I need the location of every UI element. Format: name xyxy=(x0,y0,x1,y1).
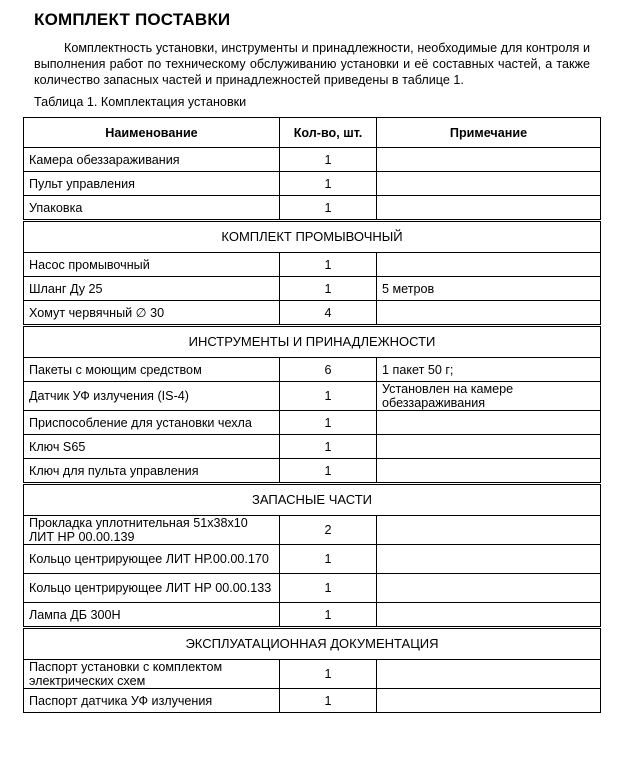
table-row xyxy=(24,148,601,172)
item-name: Датчик УФ излучения (IS-4) xyxy=(24,382,280,411)
section-row xyxy=(24,628,601,660)
item-note xyxy=(377,660,601,689)
item-name: Кольцо центрирующее ЛИТ НР.00.00.170 xyxy=(24,545,280,574)
item-note xyxy=(377,689,601,713)
item-name: Прокладка уплотнительная 51х38х10 ЛИТ НР 00.00.139 xyxy=(24,516,280,545)
table-row xyxy=(24,411,601,435)
page-title: КОМПЛЕКТ ПОСТАВКИ xyxy=(34,10,231,29)
section-row xyxy=(24,221,601,253)
item-qty: 1 xyxy=(280,172,377,196)
item-note: 1 пакет 50 г; xyxy=(377,358,601,382)
section-title: КОМПЛЕКТ ПРОМЫВОЧНЫЙ xyxy=(24,221,601,253)
item-qty: 1 xyxy=(280,660,377,689)
table-row xyxy=(24,435,601,459)
section-row xyxy=(24,484,601,516)
item-name: Паспорт датчика УФ излучения xyxy=(24,689,280,713)
table-row xyxy=(24,459,601,484)
item-qty: 1 xyxy=(280,459,377,484)
table-row xyxy=(24,277,601,301)
table-row xyxy=(24,545,601,574)
section-row xyxy=(24,326,601,358)
table-caption: Таблица 1. Комплектация установки xyxy=(34,95,247,109)
item-qty: 1 xyxy=(280,545,377,574)
table-row xyxy=(24,689,601,713)
item-note xyxy=(377,148,601,172)
item-note xyxy=(377,301,601,326)
item-qty: 1 xyxy=(280,253,377,277)
item-name: Пакеты с моющим средством xyxy=(24,358,280,382)
item-qty: 1 xyxy=(280,435,377,459)
item-qty: 1 xyxy=(280,382,377,411)
item-name: Насос промывочный xyxy=(24,253,280,277)
table-row xyxy=(24,603,601,628)
item-name: Паспорт установки с комплектом электрических схем xyxy=(24,660,280,689)
item-name: Приспособление для установки чехла xyxy=(24,411,280,435)
section-title: ЭКСПЛУАТАЦИОННАЯ ДОКУМЕНТАЦИЯ xyxy=(24,628,601,660)
header-note: Примечание xyxy=(377,118,601,148)
item-name: Хомут червячный ∅ 30 xyxy=(24,301,280,326)
table-row xyxy=(24,516,601,545)
table-row xyxy=(24,358,601,382)
item-note xyxy=(377,574,601,603)
item-name: Камера обеззараживания xyxy=(24,148,280,172)
item-note xyxy=(377,411,601,435)
item-qty: 4 xyxy=(280,301,377,326)
intro-paragraph: Комплектность установки, инструменты и принадлежности, необходимые для контроля и выполнения работ по техническому обслуживанию установки и её составных частей, а также количество запасных частей и принадлежностей приведены в таблице 1. xyxy=(34,41,590,87)
item-qty: 1 xyxy=(280,196,377,221)
table-row xyxy=(24,301,601,326)
item-name: Шланг Ду 25 xyxy=(24,277,280,301)
item-note xyxy=(377,459,601,484)
item-note xyxy=(377,196,601,221)
item-note xyxy=(377,435,601,459)
item-name: Ключ S65 xyxy=(24,435,280,459)
item-note: Установлен на камере обеззараживания xyxy=(377,382,601,411)
table-row xyxy=(24,172,601,196)
table-row xyxy=(24,382,601,411)
table-row xyxy=(24,660,601,689)
item-qty: 1 xyxy=(280,277,377,301)
item-qty: 1 xyxy=(280,603,377,628)
item-note xyxy=(377,253,601,277)
item-name: Ключ для пульта управления xyxy=(24,459,280,484)
item-name: Пульт управления xyxy=(24,172,280,196)
table-header-row xyxy=(24,118,601,148)
section-title: ЗАПАСНЫЕ ЧАСТИ xyxy=(24,484,601,516)
table-row xyxy=(24,253,601,277)
item-qty: 1 xyxy=(280,574,377,603)
item-note xyxy=(377,603,601,628)
table-row xyxy=(24,196,601,221)
item-qty: 1 xyxy=(280,411,377,435)
equipment-table xyxy=(23,117,601,713)
item-qty: 6 xyxy=(280,358,377,382)
header-name: Наименование xyxy=(24,118,280,148)
item-note xyxy=(377,172,601,196)
table-row xyxy=(24,574,601,603)
item-note xyxy=(377,545,601,574)
item-qty: 1 xyxy=(280,148,377,172)
item-name: Лампа ДБ 300Н xyxy=(24,603,280,628)
header-qty: Кол-во, шт. xyxy=(280,118,377,148)
item-note xyxy=(377,516,601,545)
item-name: Кольцо центрирующее ЛИТ НР 00.00.133 xyxy=(24,574,280,603)
item-qty: 2 xyxy=(280,516,377,545)
item-qty: 1 xyxy=(280,689,377,713)
section-title: ИНСТРУМЕНТЫ И ПРИНАДЛЕЖНОСТИ xyxy=(24,326,601,358)
item-note: 5 метров xyxy=(377,277,601,301)
item-name: Упаковка xyxy=(24,196,280,221)
